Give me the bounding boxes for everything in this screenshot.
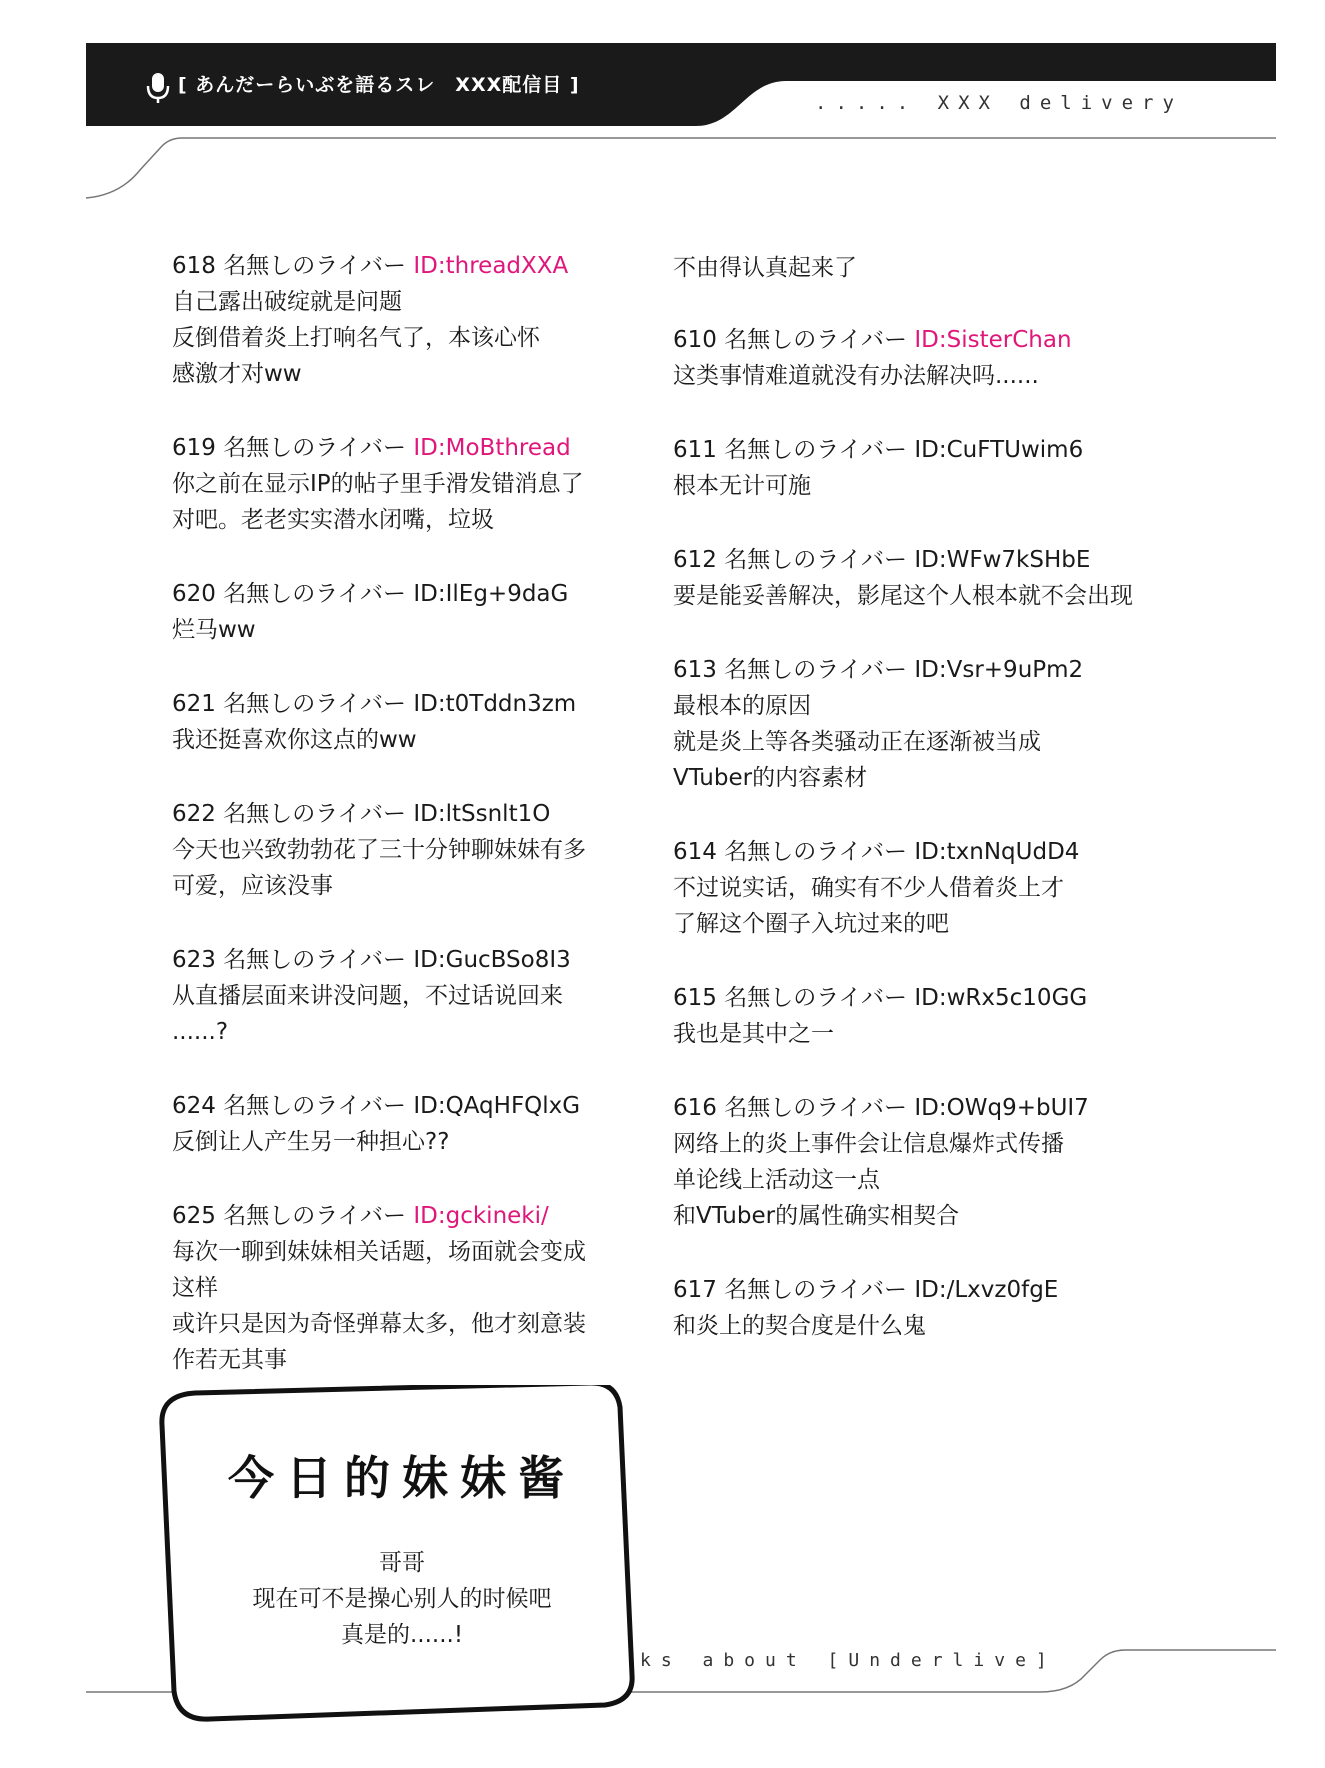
post-header — [172, 1198, 642, 1234]
post-header — [172, 248, 642, 284]
post-text-line: 这样 — [172, 1275, 218, 1301]
post-text-line: 感激才对ww — [172, 361, 302, 387]
post-number-name: 610 名無しのライバー — [673, 327, 915, 353]
post-header — [172, 942, 642, 978]
post-number-name: 622 名無しのライバー — [172, 801, 414, 827]
forum-post — [172, 1088, 642, 1160]
post-text-line: VTuber的内容素材 — [673, 765, 868, 791]
forum-post — [172, 942, 642, 1050]
post-text-line: 不过说实话，确实有不少人借着炎上才 — [673, 875, 1064, 901]
post-text-line: 要是能妥善解决，影尾这个人根本就不会出现 — [673, 583, 1133, 609]
post-text-line: 网络上的炎上事件会让信息爆炸式传播 — [673, 1131, 1064, 1157]
post-text-line: 烂马ww — [172, 617, 256, 643]
poster-id: ID:MoBthread — [413, 435, 571, 461]
post-text-line: 根本无计可施 — [673, 473, 811, 499]
poster-id: ID:OWq9+bUI7 — [914, 1095, 1089, 1121]
post-header — [172, 1088, 642, 1124]
post-number-name: 612 名無しのライバー — [673, 547, 915, 573]
post-number-name: 616 名無しのライバー — [673, 1095, 915, 1121]
poster-id: ID:GucBSo8I3 — [413, 947, 571, 973]
post-number-name: 625 名無しのライバー — [172, 1203, 414, 1229]
post-header — [673, 652, 1193, 688]
post-header — [673, 980, 1193, 1016]
forum-post — [673, 652, 1193, 796]
forum-post — [673, 1090, 1193, 1234]
post-header — [172, 796, 642, 832]
post-header — [172, 686, 642, 722]
sister-note-body — [232, 1545, 572, 1653]
post-number-name: 613 名無しのライバー — [673, 657, 915, 683]
forum-post — [172, 686, 642, 758]
post-number-name: 615 名無しのライバー — [673, 985, 915, 1011]
forum-post — [673, 980, 1193, 1052]
post-header — [673, 1272, 1193, 1308]
post-header — [673, 432, 1193, 468]
post-text-line: 从直播层面来讲没问题，不过话说回来 — [172, 983, 563, 1009]
forum-post — [673, 322, 1193, 394]
post-header — [172, 430, 642, 466]
poster-id: ID:txnNqUdD4 — [914, 839, 1080, 865]
post-header — [673, 542, 1193, 578]
post-text-line: 我也是其中之一 — [673, 1021, 834, 1047]
post-number-name: 618 名無しのライバー — [172, 253, 414, 279]
poster-id: ID:IlEg+9daG — [413, 581, 569, 607]
forum-post — [673, 432, 1193, 504]
post-header — [673, 322, 1193, 358]
forum-post — [172, 576, 642, 648]
post-number-name: 614 名無しのライバー — [673, 839, 915, 865]
post-text-line: 作若无其事 — [172, 1347, 287, 1373]
delivery-subtitle: ..... XXX delivery — [815, 92, 1183, 114]
forum-post — [172, 1198, 642, 1378]
sister-note-title: 今日的妹妹酱 — [228, 1451, 576, 1505]
poster-id: ID:SisterChan — [914, 327, 1072, 353]
post-number-name: 617 名無しのライバー — [673, 1277, 915, 1303]
post-text-line: 你之前在显示IP的帖子里手滑发错消息了 — [172, 471, 584, 497]
post-text-line: 每次一聊到妹妹相关话题，场面就会变成 — [172, 1239, 586, 1265]
post-text-line: 和炎上的契合度是什么鬼 — [673, 1313, 926, 1339]
post-text-line: 和VTuber的属性确实相契合 — [673, 1203, 960, 1229]
post-text-line: 我还挺喜欢你这点的ww — [172, 727, 417, 753]
post-number-name: 621 名無しのライバー — [172, 691, 414, 717]
forum-post — [172, 248, 642, 392]
footer-subtitle: ks about [Underlive] — [640, 1650, 1057, 1671]
sister-note-line: 现在可不是操心别人的时候吧 — [252, 1586, 552, 1612]
post-number-name: 620 名無しのライバー — [172, 581, 414, 607]
post-text-line: 今天也兴致勃勃花了三十分钟聊妹妹有多 — [172, 837, 586, 863]
post-text-line: 对吧。老老实实潜水闭嘴，垃圾 — [172, 507, 494, 533]
post-text-line: 单论线上活动这一点 — [673, 1167, 880, 1193]
poster-id: ID:CuFTUwim6 — [914, 437, 1084, 463]
post-text-line: ......? — [172, 1019, 229, 1045]
poster-id: ID:wRx5c10GG — [914, 985, 1088, 1011]
post-text-line: 自己露出破绽就是问题 — [172, 289, 402, 315]
left-post-column — [172, 248, 642, 1416]
forum-post — [673, 834, 1193, 942]
post-text-line: 反倒借着炎上打响名气了，本该心怀 — [172, 325, 540, 351]
post-number-name: 624 名無しのライバー — [172, 1093, 414, 1119]
post-text-line: 就是炎上等各类骚动正在逐渐被当成 — [673, 729, 1041, 755]
poster-id: ID:QAqHFQlxG — [413, 1093, 581, 1119]
post-number-name: 619 名無しのライバー — [172, 435, 414, 461]
post-number-name: 623 名無しのライバー — [172, 947, 414, 973]
poster-id: ID:gckineki/ — [413, 1203, 549, 1229]
poster-id: ID:threadXXA — [413, 253, 569, 279]
poster-id: ID:Vsr+9uPm2 — [914, 657, 1084, 683]
sister-note-line: 哥哥 — [379, 1550, 425, 1576]
poster-id: ID:WFw7kSHbE — [914, 547, 1091, 573]
post-text-line: 最根本的原因 — [673, 693, 811, 719]
continued-text: 不由得认真起来了 — [673, 255, 857, 281]
post-text-line: 了解这个圈子入坑过来的吧 — [673, 911, 949, 937]
forum-post — [172, 796, 642, 904]
forum-post — [673, 1272, 1193, 1344]
forum-post — [172, 430, 642, 538]
post-text-line: 可爱，应该没事 — [172, 873, 333, 899]
post-text-line: 这类事情难道就没有办法解决吗...... — [673, 363, 1039, 389]
poster-id: ID:ltSsnlt1O — [413, 801, 551, 827]
forum-post — [673, 542, 1193, 614]
poster-id: ID:/Lxvz0fgE — [914, 1277, 1059, 1303]
post-header — [172, 576, 642, 612]
post-text-line: 反倒让人产生另一种担心?? — [172, 1129, 450, 1155]
post-header — [673, 1090, 1193, 1126]
poster-id: ID:t0Tddn3zm — [413, 691, 577, 717]
thread-title: [ あんだーらいぶを語るスレ XXX配信目 ] — [178, 74, 580, 96]
post-number-name: 611 名無しのライバー — [673, 437, 915, 463]
post-header — [673, 834, 1193, 870]
right-post-column — [673, 250, 1193, 1382]
post-text-line: 或许只是因为奇怪弹幕太多，他才刻意装 — [172, 1311, 586, 1337]
sister-note-line: 真是的......! — [340, 1622, 464, 1648]
